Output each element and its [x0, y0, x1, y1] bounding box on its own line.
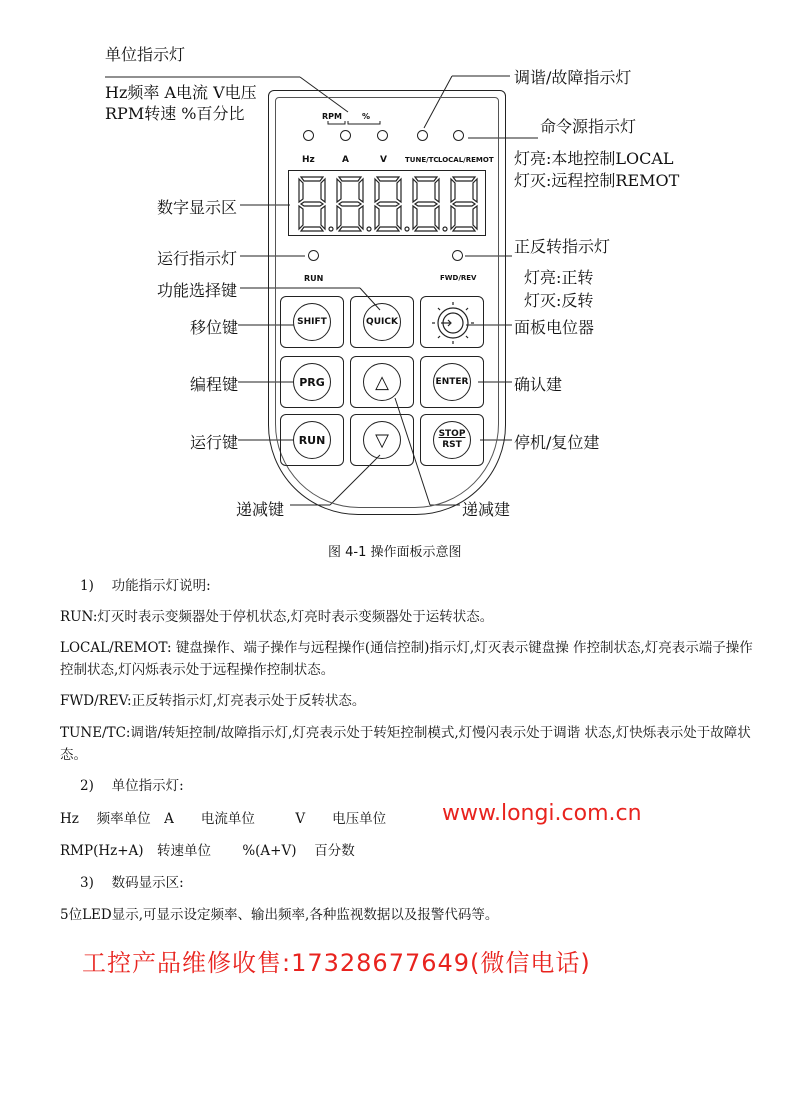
- stop-reset-key-label: 停机/复位建: [514, 433, 600, 452]
- shift-key-label: 移位键: [190, 318, 239, 337]
- v-led: [377, 130, 388, 141]
- unit-indicator-label: 单位指示灯: [105, 45, 186, 64]
- local-remot-description: LOCAL/REMOT: 键盘操作、端子操作与远程操作(通信控制)指示灯,灯灭表示键盘操 作控制状态,灯亮表示端子操作控制状态,灯闪烁表示处于远程操作控制状态。: [60, 640, 753, 678]
- local-remot-label: LOCAL/REMOT: [438, 156, 494, 164]
- stop-reset-button[interactable]: [433, 421, 471, 459]
- digital-display-label: 数字显示区: [157, 198, 238, 217]
- run-key-label: 运行键: [190, 433, 239, 452]
- cmd-off-label: 灯灭:远程控制REMOT: [514, 171, 680, 190]
- down-key-frame: [350, 414, 414, 466]
- run-indicator-label: 运行指示灯: [157, 249, 238, 268]
- fwd-off-label: 灯灭:反转: [524, 291, 594, 310]
- digital-display: [288, 170, 486, 236]
- fwd-rev-indicator-label: 正反转指示灯: [514, 237, 611, 256]
- percent-label: %: [362, 112, 371, 121]
- section-3-heading: 3) 数码显示区:: [80, 875, 184, 891]
- fwd-on-label: 灯亮:正转: [524, 268, 594, 287]
- seven-segment-digits: [289, 171, 485, 235]
- led-description: 5位LED显示,可显示设定频率、输出频率,各种监视数据以及报警代码等。: [60, 907, 499, 923]
- a-led: [340, 130, 351, 141]
- contact-banner: 工控产品维修收售:17328677649(微信电话): [82, 949, 591, 977]
- tune-tc-led: [417, 130, 428, 141]
- down-arrow-button[interactable]: ▽: [363, 421, 401, 459]
- confirm-key-label: 确认建: [514, 375, 563, 394]
- up-arrow-button[interactable]: △: [363, 363, 401, 401]
- program-key-label: 编程键: [190, 375, 239, 394]
- prg-button[interactable]: PRG: [293, 363, 331, 401]
- figure-caption: 图 4-1 操作面板示意图: [328, 545, 462, 560]
- cmd-source-label: 命令源指示灯: [540, 117, 637, 136]
- section-1-heading: 1) 功能指示灯说明:: [80, 578, 211, 594]
- quick-key-frame: [350, 296, 414, 348]
- stop-label: STOP: [438, 429, 466, 439]
- enter-key-frame: [420, 356, 484, 408]
- unit-desc-1: Hz频率 A电流 V电压: [105, 83, 257, 102]
- up-key-frame: [350, 356, 414, 408]
- down-key-label-left: 递减键: [236, 500, 285, 519]
- run-led: [308, 250, 319, 261]
- local-remot-led: [453, 130, 464, 141]
- website-watermark: www.longi.com.cn: [442, 801, 642, 826]
- shift-button[interactable]: SHIFT: [293, 303, 331, 341]
- run-key-frame: [280, 414, 344, 466]
- enter-button[interactable]: ENTER: [433, 363, 471, 401]
- hz-led: [303, 130, 314, 141]
- run-indicator-panel-label: RUN: [304, 274, 324, 283]
- stop-key-frame: [420, 414, 484, 466]
- run-button[interactable]: RUN: [293, 421, 331, 459]
- fwd-rev-panel-label: FWD/REV: [440, 274, 477, 282]
- function-key-label: 功能选择键: [157, 281, 238, 300]
- v-label: V: [380, 155, 387, 165]
- unit-desc-2: RPM转速 %百分比: [105, 104, 245, 123]
- prg-key-frame: [280, 356, 344, 408]
- quick-button[interactable]: QUICK: [363, 303, 401, 341]
- units-line-1: Hz 频率单位 A 电流单位 V 电压单位: [60, 811, 387, 827]
- rst-label: RST: [442, 440, 462, 450]
- potentiometer-knob[interactable]: [421, 297, 485, 349]
- run-description: RUN:灯灭时表示变频器处于停机状态,灯亮时表示变频器处于运转状态。: [60, 609, 494, 625]
- fwd-rev-description: FWD/REV:正反转指示灯,灯亮表示处于反转状态。: [60, 693, 366, 709]
- fwd-rev-led: [452, 250, 463, 261]
- units-line-2: RMP(Hz+A) 转速单位 %(A+V) 百分数: [60, 843, 355, 859]
- potentiometer-label: 面板电位器: [514, 318, 595, 337]
- tune-fault-label: 调谐/故障指示灯: [514, 68, 632, 87]
- tune-tc-description: TUNE/TC:调谐/转矩控制/故障指示灯,灯亮表示处于转矩控制模式,灯慢闪表示处于调谐 状态,灯快烁表示处于故障状态。: [60, 725, 751, 763]
- section-2-heading: 2) 单位指示灯:: [80, 778, 184, 794]
- cmd-on-label: 灯亮:本地控制LOCAL: [514, 149, 674, 168]
- shift-key-frame: [280, 296, 344, 348]
- rpm-label: RPM: [322, 112, 342, 121]
- hz-label: Hz: [302, 155, 315, 165]
- potentiometer-frame: [420, 296, 484, 348]
- a-label: A: [342, 155, 349, 165]
- tune-tc-label: TUNE/TC: [405, 156, 439, 164]
- down-key-label-right: 递减建: [462, 500, 511, 519]
